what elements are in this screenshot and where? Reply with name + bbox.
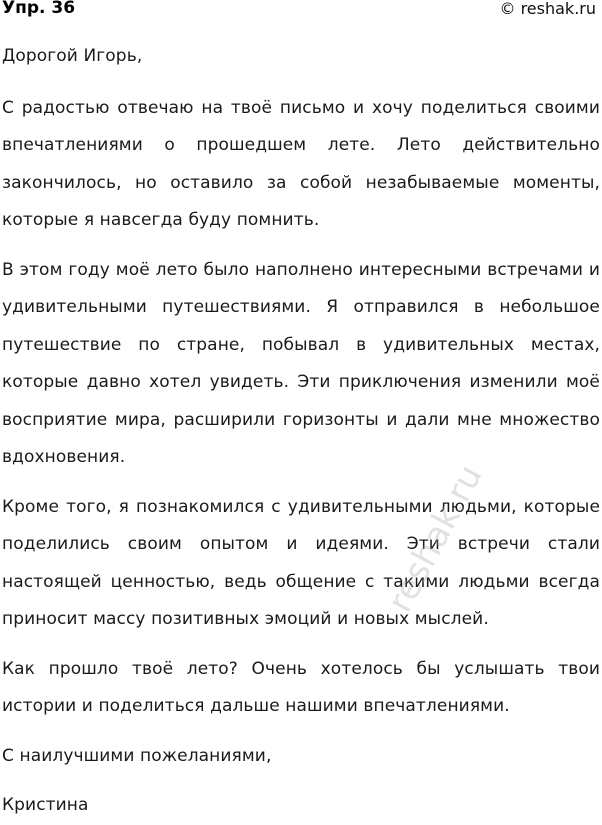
letter-paragraph: Кроме того, я познакомился с удивительными людьми, которые поделились своим опытом и идеями. Эти встречи стали настоящей ценностью, ведь общение с такими людьми всегда приносит массу позитивных эмоций и новых мыслей. — [2, 496, 600, 629]
header — [0, 0, 602, 24]
letter-signature: Кристина — [2, 795, 89, 815]
exercise-title: Упр. 36 — [2, 0, 76, 18]
site-credit: © reshak.ru — [499, 0, 596, 18]
letter-greeting: Дорогой Игорь, — [2, 46, 143, 66]
letter-body — [2, 38, 600, 825]
letter-paragraph: С радостью отвечаю на твоё письмо и хочу поделиться своими впечатлениями о прошедшем лете. Лето действительно закончилось, но оставило за собой незабываемые моменты, которые я навсегда буду помнить. — [2, 97, 600, 230]
letter-paragraph: Как прошло твоё лето? Очень хотелось бы услышать твои истории и поделиться дальше нашими впечатлениями. — [2, 658, 600, 716]
watermark: reshak.ru — [380, 458, 491, 619]
letter-paragraph: В этом году моё лето было наполнено интересными встречами и удивительными путешествиями. Я отправился в небольшое путешествие по стране, побывал в удивительных местах, которые давно хотел увидеть. Эти приключения изменили моё восприятие мира, расширили горизонты и дали мне множество вдохновения. — [2, 259, 600, 467]
letter-closing: С наилучшими пожеланиями, — [2, 745, 272, 766]
